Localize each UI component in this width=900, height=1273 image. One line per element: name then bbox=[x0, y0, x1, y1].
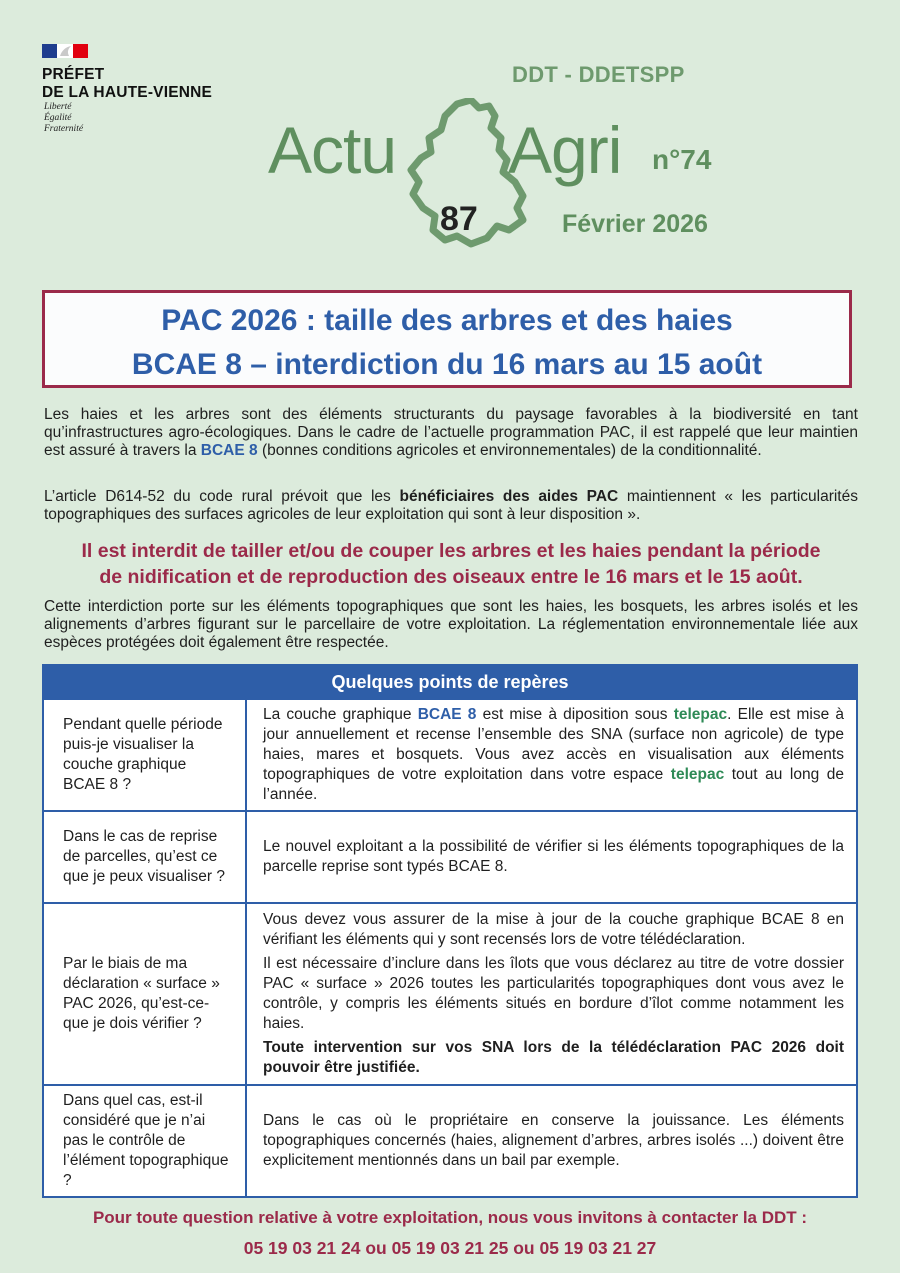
service-name: DDT - DDETSPP bbox=[512, 62, 685, 87]
bcae8-highlight: BCAE 8 bbox=[200, 442, 258, 459]
logo-agri: Agri bbox=[508, 113, 622, 187]
alert-line2: de nidification et de reproduction des oiseaux entre le 16 mars et le 15 août. bbox=[99, 566, 803, 588]
bcae8-highlight: BCAE 8 bbox=[417, 706, 477, 723]
issue-date: Février 2026 bbox=[562, 210, 708, 238]
prefet-label bbox=[42, 66, 212, 102]
prohibition-alert bbox=[44, 538, 858, 590]
devise-egalite: Égalité bbox=[44, 113, 72, 123]
question-text: Dans le cas de reprise de parcelles, qu’est ce que je peux visualiser ? bbox=[63, 828, 225, 885]
table-row bbox=[44, 902, 856, 1084]
intro-p2-text-end: maintiennent « les particularités topographiques des surfaces agricoles de leur exploitation qui sont à leur disposition ». bbox=[44, 488, 858, 523]
question-cell bbox=[44, 700, 247, 810]
intro-paragraph-1 bbox=[44, 406, 858, 460]
question-text: Dans quel cas, est-il considéré que je n’ai pas le contrôle de l’élément topographique ? bbox=[63, 1092, 229, 1189]
prefet-line1: PRÉFET bbox=[42, 66, 105, 83]
intro-p1-text: Les haies et les arbres sont des éléments structurants du paysage favorables à la biodiversité en tant qu’infrastructures agro-écologiques. Dans le cadre de l’actuelle programmation PAC, il est rappelé que leur maintien est assuré à travers la bbox=[44, 406, 858, 459]
logo-actu: Actu bbox=[268, 113, 397, 187]
table-row bbox=[44, 1084, 856, 1196]
scope-paragraph: Cette interdiction porte sur les éléments topographiques que sont les haies, les bosquets, les arbres isolés et les alignements d’arbres figurant sur le parcellaire de votre exploitation. La réglementation environnementale liée aux espèces protégées doit également être respectée. bbox=[44, 598, 858, 651]
table-row bbox=[44, 810, 856, 902]
telepac-highlight: telepac bbox=[670, 766, 725, 783]
answer-part: La couche graphique bbox=[263, 706, 418, 723]
table-row bbox=[44, 698, 856, 810]
answer-cell bbox=[247, 812, 856, 902]
answer-text: Il est nécessaire d’inclure dans les îlots que vous déclarez au titre de votre dossier PAC « surface » 2026 toutes les particularités topographiques dont vous avez le contrôle, y compris les éléments situés en bordure d’îlot comme notamment les haies. bbox=[263, 955, 844, 1032]
answer-text: Le nouvel exploitant a la possibilité de vérifier si les éléments topographiques de la parcelle reprise sont typés BCAE 8. bbox=[263, 838, 844, 875]
devise-liberte: Liberté bbox=[44, 102, 72, 112]
beneficiaires-highlight: bénéficiaires des aides PAC bbox=[399, 488, 619, 505]
answer-bold-text: Toute intervention sur vos SNA lors de la télédéclaration PAC 2026 doit pouvoir être justifiée. bbox=[263, 1039, 844, 1076]
question-text: Par le biais de ma déclaration « surface » PAC 2026, qu’est-ce-que je dois vérifier ? bbox=[63, 955, 220, 1032]
answer-cell bbox=[247, 700, 856, 810]
title-line2: BCAE 8 – interdiction du 16 mars au 15 août bbox=[131, 348, 763, 381]
intro-p1-text-end: (bonnes conditions agricoles et environnementales) de la conditionnalité. bbox=[257, 442, 762, 459]
question-cell bbox=[44, 1086, 247, 1196]
devise-fraternite: Fraternité bbox=[44, 124, 84, 134]
logo-87: 87 bbox=[440, 200, 478, 238]
answer-text bbox=[263, 705, 844, 805]
table-heading: Quelques points de repères bbox=[44, 666, 856, 698]
answer-part: tout au long de l’année. bbox=[263, 766, 844, 803]
contact-line: Pour toute question relative à votre exploitation, nous vous invitons à contacter la DDT : bbox=[92, 1208, 808, 1227]
answer-cell bbox=[247, 904, 856, 1084]
telepac-highlight: telepac bbox=[673, 706, 728, 723]
marianne-flag-logo bbox=[42, 44, 88, 58]
question-cell bbox=[44, 904, 247, 1084]
issue-number: n°74 bbox=[652, 144, 712, 175]
answer-text: Dans le cas où le propriétaire en conserve la jouissance. Les éléments topographiques concernés (haies, alignement d’arbres, arbres isolés ...) doivent être explicitement mentionnés dans un bail par exemple. bbox=[263, 1112, 844, 1169]
title-box bbox=[42, 290, 852, 388]
reperes-table bbox=[42, 664, 858, 1198]
title-line1: PAC 2026 : taille des arbres et des haies bbox=[161, 304, 733, 337]
contact-phones: 05 19 03 21 24 ou 05 19 03 21 25 ou 05 19 03 21 27 bbox=[243, 1238, 657, 1258]
intro-p2-text: L’article D614-52 du code rural prévoit que les bbox=[44, 488, 400, 505]
answer-part: . Elle est mise à jour annuellement et recense l’ensemble des SNA (surface non agricole) de type haies, mares et bosquets. Vous avez accès en visualisation aux éléments topographiques de votre exploitation dans votre espace bbox=[263, 706, 844, 783]
prefet-line2: DE LA HAUTE-VIENNE bbox=[42, 84, 213, 101]
answer-part: est mise à diposition sous bbox=[476, 706, 674, 723]
answer-text: Vous devez vous assurer de la mise à jour de la couche graphique BCAE 8 en vérifiant les éléments qui y sont recensés lors de votre télédéclaration. bbox=[263, 911, 844, 948]
question-text: Pendant quelle période puis-je visualiser la couche graphique BCAE 8 ? bbox=[63, 716, 223, 793]
answer-cell bbox=[247, 1086, 856, 1196]
alert-line1: Il est interdit de tailler et/ou de couper les arbres et les haies pendant la période bbox=[81, 540, 821, 562]
question-cell bbox=[44, 812, 247, 902]
intro-paragraph-2 bbox=[44, 488, 858, 524]
devise bbox=[44, 102, 83, 135]
